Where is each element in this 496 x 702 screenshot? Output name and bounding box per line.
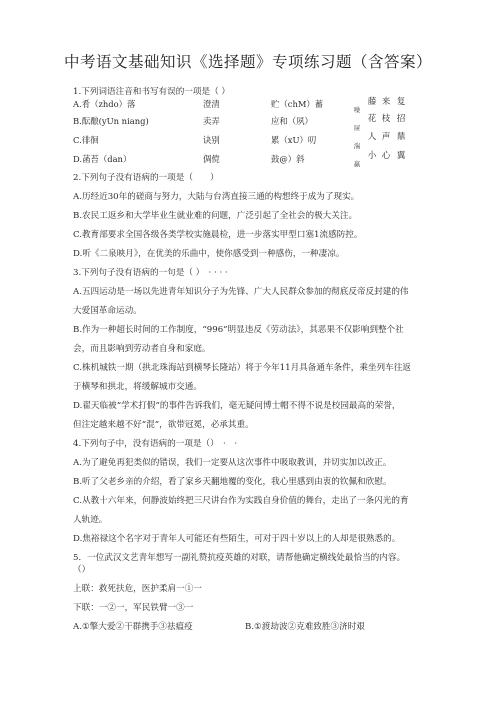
q1-side-col3-3: 翼	[396, 151, 406, 161]
q1-side-left-3: 赢	[353, 160, 361, 168]
q5-lower-couplet: 下联：一②一，军民铁臂一③一	[73, 603, 194, 613]
q1-side-col2-1: 枝	[381, 114, 391, 124]
q1-side-col1-2: 人	[367, 132, 377, 142]
q4-option-c-line1: C.从教十六年来，何静波始终把三尺讲台作为实践自身价值的舞台，走出了一条闪光的育	[73, 496, 409, 506]
q2-stem: 2.下列句子没有语病的一项是（ ）	[73, 173, 219, 183]
q1-d-col3: 鼓@）斜	[271, 154, 305, 164]
q1-side-col2-2: 声	[381, 132, 391, 142]
q1-side-col3-0: 复	[396, 97, 406, 107]
q1-side-col3-1: 招	[396, 114, 406, 124]
q1-side-col2-3: 心	[381, 151, 391, 161]
q3-stem: 3.下列句子没有语病的一句是（ ） · · · ·	[73, 268, 228, 278]
q3-option-d-line1: D.翟天临被“学术打假”的事件告诉我们，毫无疑问博士帽不得不说是校园最高的荣誉，	[73, 401, 401, 411]
q1-side-col3-2: 鼎	[396, 132, 406, 142]
q3-option-a-line2: 大爱国革命运动。	[73, 306, 142, 316]
q3-option-c-line2: 于横琴和拱北，将缓解城市交通。	[73, 382, 202, 392]
q4-stem: 4.下列句子中，没有语病的一项是（） · ·	[73, 439, 238, 449]
q5-option-a: A.①擎大爱②干群携手③祛瘟疫	[73, 622, 193, 632]
q1-b-col3: 应和（夙）	[271, 116, 313, 126]
q1-stem: 1.下列词语注音和书写有误的一项是（ ）	[73, 87, 231, 97]
q4-option-b: B.听了父老乡亲的介绍，看了家乡天翻地覆的变化，我心里感到由衷的钦佩和欣慰。	[73, 477, 392, 487]
q1-side-col1-0: 藤	[367, 97, 377, 107]
q2-option-d: D.听《二泉映月》，在优美的乐曲中，使你感受到一种感伤，一种凄凉。	[73, 249, 345, 259]
q1-side-left-2: 湍	[353, 142, 361, 150]
q1-side-col1-1: 花	[367, 114, 377, 124]
q1-side-col1-3: 小	[367, 151, 377, 161]
q3-option-d-line2: 但注定越来越不好“混”，欲带冠冕，必承其重。	[73, 420, 254, 430]
q1-d-col1: D.菡苔（dan）	[73, 154, 132, 164]
q5-option-b: B.①渡劫波②克难致胜③济时艰	[245, 622, 365, 632]
q1-side-left-1: 屉	[353, 124, 361, 132]
q2-option-a: A.历经近30年的磋商与努力，大陆与台湾直接三通的构想终于成为了现实。	[73, 192, 360, 202]
q1-a-col3: 贮（chM）蓄	[271, 99, 324, 109]
q3-option-a-line1: A.五四运动是一场以先进青年知识分子为先锋、广大人民群众参加的彻底反帝反封建的伟	[73, 287, 409, 297]
q1-c-col2: 诀别	[203, 135, 220, 145]
q3-option-b-line1: B.作为一种超长时间的工作制度，“996”明显违反《劳动法》，其恶果不仅影响到整个社	[73, 325, 404, 335]
q3-option-c-line1: C.株机城铁一期（拱北珠海站到横琴长隆站）将于今年11月具备通车条件，乘坐列车往返	[73, 363, 411, 373]
q1-a-col1: A.肴（zhdo）落	[73, 99, 136, 109]
q4-option-c-line2: 人轨迹。	[73, 515, 108, 525]
q1-b-col2: 卖弄	[203, 116, 220, 126]
document-title: 中考语文基础知识《选择题》专项练习题（含答案）	[63, 53, 432, 71]
q1-side-col2-0: 来	[381, 97, 391, 107]
q1-c-col1: C.徘徊	[73, 135, 99, 145]
q1-c-col3: 累（xU）叨	[271, 135, 317, 145]
q2-option-b: B.农民工返乡和大学毕业生就业难的问题，广泛引起了全社会的极大关注。	[73, 211, 358, 221]
q2-option-c: C.教育部要求全国各级各类学校实施晨检，进一步落实甲型口塞1流感防控。	[73, 230, 363, 240]
q1-side-left-0: 噪	[353, 106, 361, 114]
q5-upper-couplet: 上联：救死扶危，医护柔肩一①一	[73, 584, 202, 594]
q5-stem-line2: （）	[73, 565, 91, 575]
q3-option-b-line2: 会，而且影响到劳动者自身和家庭。	[73, 344, 211, 354]
q1-a-col2: 澄清	[203, 99, 220, 109]
q4-option-a: A.为了避免再犯类似的错误，我们一定要从这次事件中吸取教训，并切实加以改正。	[73, 458, 392, 468]
q1-d-col2: 倜傥	[203, 154, 220, 164]
q4-option-d: D.焦裕禄这个名字对于青年人可能还有些陌生，可对于四十岁以上的人却是很熟悉的。	[73, 534, 401, 544]
q5-stem-line1: 5．一位武汉文艺青年想写一副礼赞抗疫英雄的对联，请帮他确定横线处最恰当的内容。	[73, 553, 406, 563]
q1-b-col1: B.酝酿(yUn niang)	[73, 116, 149, 126]
